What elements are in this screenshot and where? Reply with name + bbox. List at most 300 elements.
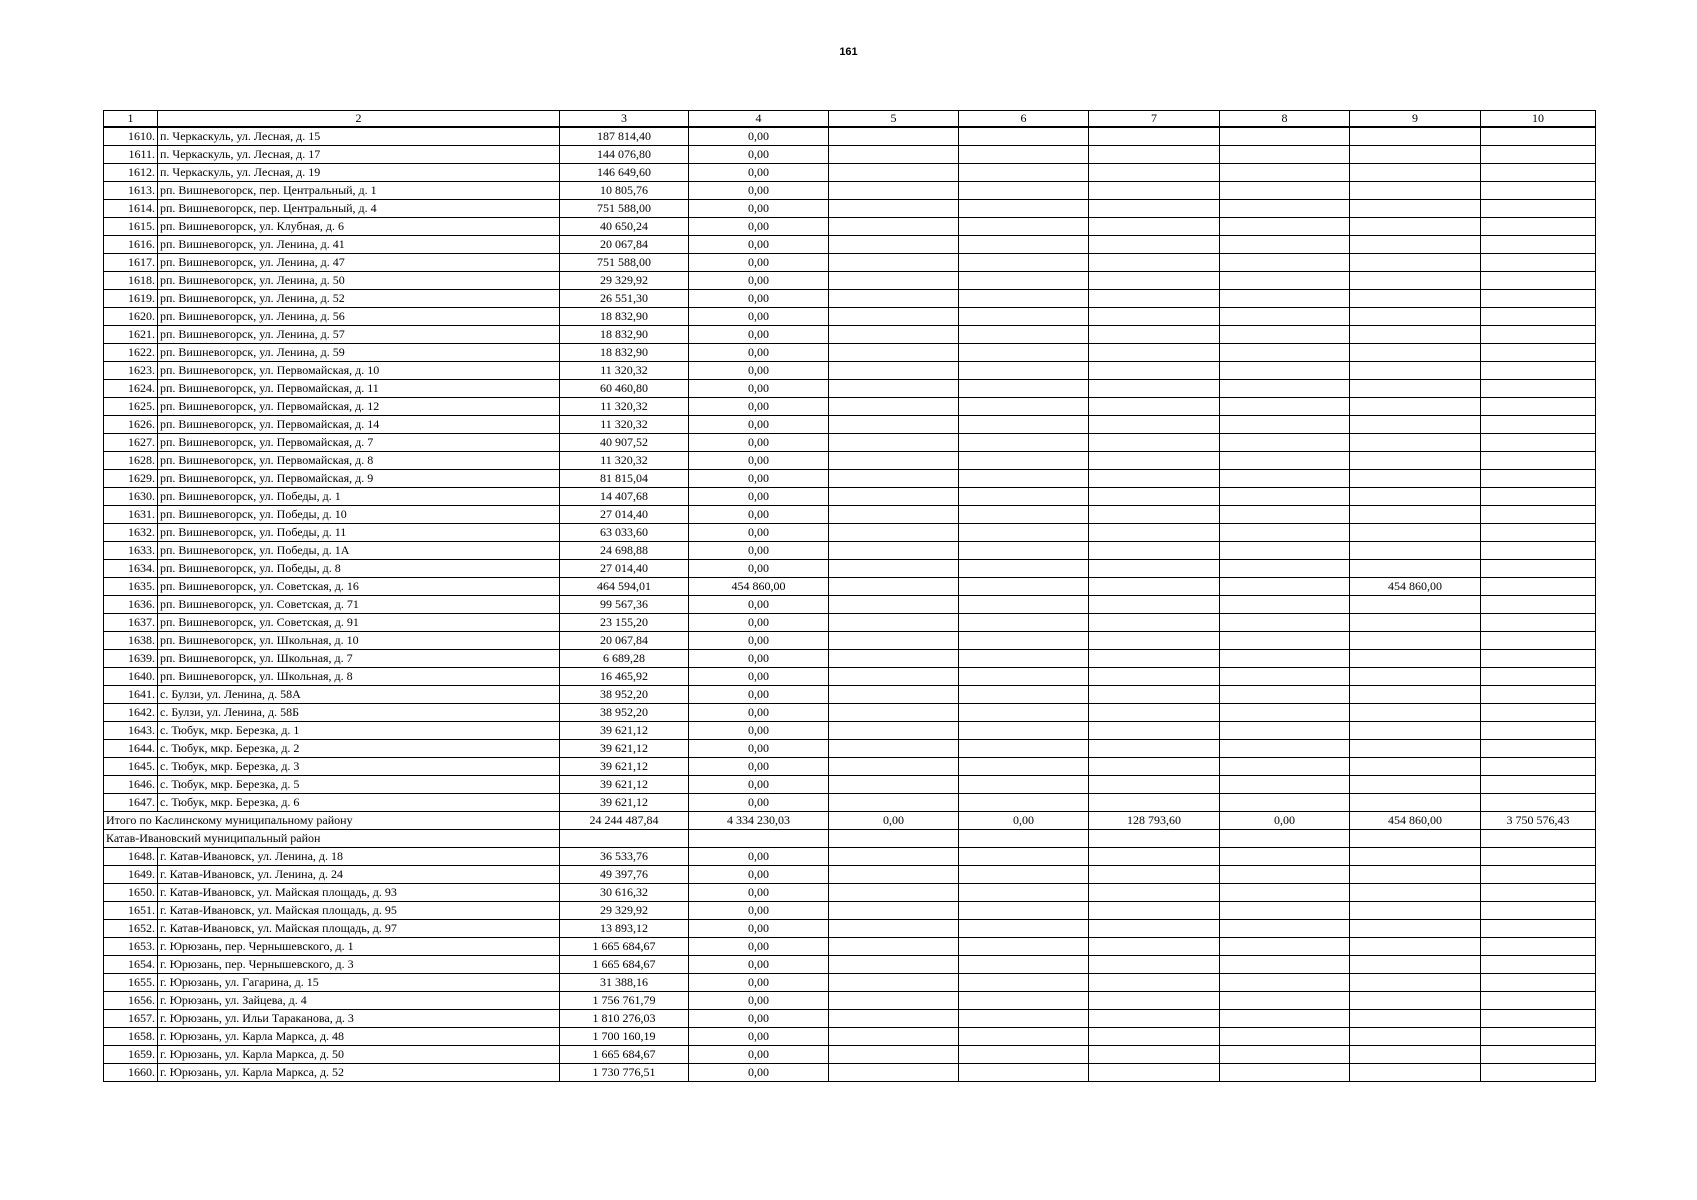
address-cell: рп. Вишневогорск, ул. Ленина, д. 59 [158, 344, 560, 362]
row-number: 1658. [104, 1028, 158, 1046]
value-cell-col-9 [1350, 974, 1481, 992]
value-cell-col-6 [959, 758, 1089, 776]
row-number: 1622. [104, 344, 158, 362]
district-total-row [104, 812, 1596, 830]
value-cell-col-3: 23 155,20 [560, 614, 689, 632]
value-cell-col-4: 0,00 [689, 758, 829, 776]
value-cell-col-10 [1481, 866, 1596, 884]
value-cell-col-4: 0,00 [689, 236, 829, 254]
value-cell-col-5 [829, 380, 959, 398]
value-cell-col-3: 751 588,00 [560, 254, 689, 272]
value-cell-col-8 [1220, 182, 1350, 200]
value-cell-col-5 [829, 578, 959, 596]
value-cell-col-3: 18 832,90 [560, 308, 689, 326]
row-number: 1645. [104, 758, 158, 776]
value-cell-col-7 [1089, 902, 1220, 920]
value-cell-col-9 [1350, 452, 1481, 470]
row-number: 1634. [104, 560, 158, 578]
value-cell-col-5 [829, 308, 959, 326]
value-cell-col-6 [959, 794, 1089, 812]
value-cell-col-10 [1481, 938, 1596, 956]
row-number: 1642. [104, 704, 158, 722]
row-number: 1641. [104, 686, 158, 704]
value-cell-col-5 [829, 560, 959, 578]
value-cell-col-10 [1481, 308, 1596, 326]
table-row [104, 686, 1596, 704]
value-cell-col-3: 36 533,76 [560, 848, 689, 866]
value-cell-col-4: 454 860,00 [689, 578, 829, 596]
value-cell-col-6 [959, 326, 1089, 344]
table-row [104, 1010, 1596, 1028]
column-header: 5 [829, 111, 959, 128]
value-cell-col-4: 0,00 [689, 704, 829, 722]
table-row [104, 920, 1596, 938]
row-number: 1627. [104, 434, 158, 452]
value-cell-col-5 [829, 650, 959, 668]
value-cell-col-4: 0,00 [689, 668, 829, 686]
table-row [104, 344, 1596, 362]
value-cell-col-5 [829, 974, 959, 992]
value-cell-col-9 [1350, 542, 1481, 560]
value-cell-col-6 [959, 1028, 1089, 1046]
value-cell-col-9 [1350, 506, 1481, 524]
row-number: 1643. [104, 722, 158, 740]
value-cell-col-7 [1089, 1064, 1220, 1082]
value-cell-col-3: 27 014,40 [560, 506, 689, 524]
value-cell-col-4: 0,00 [689, 956, 829, 974]
value-cell-col-10 [1481, 560, 1596, 578]
report-table [103, 110, 1596, 1082]
value-cell-col-4: 0,00 [689, 920, 829, 938]
value-cell-col-5: 0,00 [829, 812, 959, 830]
value-cell-col-6 [959, 1046, 1089, 1064]
address-cell: п. Черкаскуль, ул. Лесная, д. 15 [158, 127, 560, 146]
value-cell-col-6 [959, 218, 1089, 236]
value-cell-col-3: 39 621,12 [560, 758, 689, 776]
value-cell-col-5 [829, 326, 959, 344]
row-number: 1654. [104, 956, 158, 974]
address-cell: рп. Вишневогорск, ул. Ленина, д. 41 [158, 236, 560, 254]
row-number: 1653. [104, 938, 158, 956]
row-number: 1620. [104, 308, 158, 326]
value-cell-col-9 [1350, 686, 1481, 704]
value-cell-col-10 [1481, 218, 1596, 236]
value-cell-col-8 [1220, 884, 1350, 902]
address-cell: г. Катав-Ивановск, ул. Ленина, д. 24 [158, 866, 560, 884]
table-row [104, 776, 1596, 794]
table-row [104, 434, 1596, 452]
address-cell: рп. Вишневогорск, ул. Победы, д. 11 [158, 524, 560, 542]
value-cell-col-8 [1220, 1010, 1350, 1028]
value-cell-col-6 [959, 866, 1089, 884]
address-cell: рп. Вишневогорск, ул. Школьная, д. 10 [158, 632, 560, 650]
value-cell-col-7 [1089, 236, 1220, 254]
address-cell: г. Юрюзань, ул. Карла Маркса, д. 48 [158, 1028, 560, 1046]
value-cell-col-10 [1481, 686, 1596, 704]
address-cell: рп. Вишневогорск, ул. Первомайская, д. 9 [158, 470, 560, 488]
value-cell-col-4: 0,00 [689, 740, 829, 758]
column-number-row [104, 111, 1596, 128]
value-cell-col-10 [1481, 362, 1596, 380]
value-cell-col-8 [1220, 650, 1350, 668]
value-cell-col-4: 0,00 [689, 146, 829, 164]
row-number: 1629. [104, 470, 158, 488]
value-cell-col-5 [829, 758, 959, 776]
table-row [104, 524, 1596, 542]
value-cell-col-8 [1220, 758, 1350, 776]
value-cell-col-4: 0,00 [689, 506, 829, 524]
table-row [104, 632, 1596, 650]
value-cell-col-7 [1089, 398, 1220, 416]
value-cell-col-8 [1220, 830, 1350, 848]
value-cell-col-3: 11 320,32 [560, 362, 689, 380]
value-cell-col-10 [1481, 524, 1596, 542]
table-row [104, 866, 1596, 884]
value-cell-col-10 [1481, 668, 1596, 686]
value-cell-col-10 [1481, 794, 1596, 812]
address-cell: г. Юрюзань, пер. Чернышевского, д. 3 [158, 956, 560, 974]
column-header: 9 [1350, 111, 1481, 128]
value-cell-col-7 [1089, 722, 1220, 740]
value-cell-col-10 [1481, 164, 1596, 182]
value-cell-col-8 [1220, 326, 1350, 344]
value-cell-col-3: 14 407,68 [560, 488, 689, 506]
table-row [104, 470, 1596, 488]
value-cell-col-4: 0,00 [689, 416, 829, 434]
value-cell-col-9 [1350, 290, 1481, 308]
value-cell-col-3: 146 649,60 [560, 164, 689, 182]
value-cell-col-10 [1481, 578, 1596, 596]
value-cell-col-6 [959, 938, 1089, 956]
value-cell-col-5 [829, 794, 959, 812]
value-cell-col-3: 39 621,12 [560, 794, 689, 812]
value-cell-col-4: 0,00 [689, 326, 829, 344]
value-cell-col-7: 128 793,60 [1089, 812, 1220, 830]
value-cell-col-6 [959, 560, 1089, 578]
value-cell-col-3: 10 805,76 [560, 182, 689, 200]
value-cell-col-9 [1350, 614, 1481, 632]
table-row [104, 956, 1596, 974]
value-cell-col-8 [1220, 992, 1350, 1010]
value-cell-col-8 [1220, 632, 1350, 650]
value-cell-col-7 [1089, 164, 1220, 182]
table-row [104, 1064, 1596, 1082]
value-cell-col-10 [1481, 956, 1596, 974]
value-cell-col-5 [829, 614, 959, 632]
value-cell-col-8 [1220, 938, 1350, 956]
row-number: 1619. [104, 290, 158, 308]
value-cell-col-9 [1350, 218, 1481, 236]
table-row [104, 578, 1596, 596]
value-cell-col-5 [829, 506, 959, 524]
value-cell-col-5 [829, 938, 959, 956]
value-cell-col-10 [1481, 1064, 1596, 1082]
value-cell-col-9 [1350, 344, 1481, 362]
value-cell-col-3: 49 397,76 [560, 866, 689, 884]
value-cell-col-10 [1481, 758, 1596, 776]
value-cell-col-5 [829, 182, 959, 200]
table-row [104, 650, 1596, 668]
value-cell-col-3: 31 388,16 [560, 974, 689, 992]
value-cell-col-3: 38 952,20 [560, 686, 689, 704]
value-cell-col-9 [1350, 1010, 1481, 1028]
value-cell-col-7 [1089, 254, 1220, 272]
address-cell: рп. Вишневогорск, ул. Победы, д. 10 [158, 506, 560, 524]
value-cell-col-8 [1220, 1028, 1350, 1046]
value-cell-col-7 [1089, 632, 1220, 650]
value-cell-col-8 [1220, 866, 1350, 884]
value-cell-col-4: 0,00 [689, 938, 829, 956]
value-cell-col-8 [1220, 308, 1350, 326]
value-cell-col-7 [1089, 758, 1220, 776]
value-cell-col-3: 99 567,36 [560, 596, 689, 614]
value-cell-col-5 [829, 992, 959, 1010]
table-row [104, 200, 1596, 218]
value-cell-col-5 [829, 416, 959, 434]
row-number: 1613. [104, 182, 158, 200]
value-cell-col-7 [1089, 380, 1220, 398]
table-row [104, 488, 1596, 506]
value-cell-col-10 [1481, 326, 1596, 344]
row-number: 1646. [104, 776, 158, 794]
value-cell-col-6 [959, 1010, 1089, 1028]
value-cell-col-4: 0,00 [689, 488, 829, 506]
value-cell-col-7 [1089, 596, 1220, 614]
value-cell-col-10 [1481, 182, 1596, 200]
row-number: 1610. [104, 127, 158, 146]
table-row [104, 884, 1596, 902]
row-number: 1630. [104, 488, 158, 506]
value-cell-col-8 [1220, 254, 1350, 272]
value-cell-col-6 [959, 127, 1089, 146]
value-cell-col-3: 40 907,52 [560, 434, 689, 452]
value-cell-col-6 [959, 650, 1089, 668]
value-cell-col-5 [829, 290, 959, 308]
value-cell-col-8 [1220, 920, 1350, 938]
value-cell-col-6 [959, 956, 1089, 974]
value-cell-col-3: 29 329,92 [560, 902, 689, 920]
table-row [104, 974, 1596, 992]
value-cell-col-5 [829, 884, 959, 902]
value-cell-col-5 [829, 470, 959, 488]
table-row [104, 146, 1596, 164]
value-cell-col-3: 187 814,40 [560, 127, 689, 146]
value-cell-col-5 [829, 452, 959, 470]
value-cell-col-10: 3 750 576,43 [1481, 812, 1596, 830]
value-cell-col-6: 0,00 [959, 812, 1089, 830]
address-cell: с. Булзи, ул. Ленина, д. 58Б [158, 704, 560, 722]
address-cell: рп. Вишневогорск, ул. Советская, д. 91 [158, 614, 560, 632]
value-cell-col-3: 1 665 684,67 [560, 938, 689, 956]
value-cell-col-8 [1220, 236, 1350, 254]
value-cell-col-6 [959, 344, 1089, 362]
value-cell-col-7 [1089, 650, 1220, 668]
value-cell-col-4: 0,00 [689, 344, 829, 362]
value-cell-col-5 [829, 434, 959, 452]
value-cell-col-6 [959, 470, 1089, 488]
table-row [104, 1046, 1596, 1064]
address-cell: рп. Вишневогорск, ул. Ленина, д. 47 [158, 254, 560, 272]
value-cell-col-9 [1350, 722, 1481, 740]
value-cell-col-7 [1089, 578, 1220, 596]
value-cell-col-8 [1220, 686, 1350, 704]
value-cell-col-8 [1220, 902, 1350, 920]
value-cell-col-4: 0,00 [689, 470, 829, 488]
value-cell-col-5 [829, 848, 959, 866]
value-cell-col-9 [1350, 776, 1481, 794]
address-cell: с. Тюбук, мкр. Березка, д. 3 [158, 758, 560, 776]
row-number: 1644. [104, 740, 158, 758]
address-cell: г. Юрюзань, ул. Ильи Тараканова, д. 3 [158, 1010, 560, 1028]
value-cell-col-5 [829, 920, 959, 938]
value-cell-col-4: 0,00 [689, 794, 829, 812]
value-cell-col-4: 0,00 [689, 1010, 829, 1028]
table-row [104, 722, 1596, 740]
value-cell-col-10 [1481, 200, 1596, 218]
value-cell-col-10 [1481, 650, 1596, 668]
value-cell-col-5 [829, 200, 959, 218]
value-cell-col-3: 24 698,88 [560, 542, 689, 560]
table-row [104, 614, 1596, 632]
value-cell-col-5 [829, 236, 959, 254]
value-cell-col-9 [1350, 668, 1481, 686]
value-cell-col-8 [1220, 542, 1350, 560]
row-number: 1647. [104, 794, 158, 812]
value-cell-col-9 [1350, 1064, 1481, 1082]
row-number: 1628. [104, 452, 158, 470]
table-row [104, 398, 1596, 416]
value-cell-col-9 [1350, 146, 1481, 164]
row-number: 1659. [104, 1046, 158, 1064]
row-number: 1633. [104, 542, 158, 560]
column-header: 1 [104, 111, 158, 128]
value-cell-col-9 [1350, 127, 1481, 146]
value-cell-col-3: 81 815,04 [560, 470, 689, 488]
value-cell-col-10 [1481, 596, 1596, 614]
value-cell-col-4: 0,00 [689, 254, 829, 272]
address-cell: г. Катав-Ивановск, ул. Майская площадь, д. 95 [158, 902, 560, 920]
value-cell-col-7 [1089, 290, 1220, 308]
value-cell-col-9 [1350, 794, 1481, 812]
value-cell-col-7 [1089, 920, 1220, 938]
value-cell-col-5 [829, 542, 959, 560]
value-cell-col-3: 11 320,32 [560, 416, 689, 434]
value-cell-col-7 [1089, 830, 1220, 848]
table-row [104, 938, 1596, 956]
value-cell-col-5 [829, 1010, 959, 1028]
table-row [104, 506, 1596, 524]
value-cell-col-10 [1481, 848, 1596, 866]
row-number: 1624. [104, 380, 158, 398]
table-row [104, 380, 1596, 398]
table-row [104, 218, 1596, 236]
value-cell-col-9 [1350, 254, 1481, 272]
value-cell-col-8 [1220, 290, 1350, 308]
value-cell-col-10 [1481, 290, 1596, 308]
value-cell-col-3: 1 700 160,19 [560, 1028, 689, 1046]
address-cell: с. Булзи, ул. Ленина, д. 58А [158, 686, 560, 704]
value-cell-col-6 [959, 542, 1089, 560]
value-cell-col-8 [1220, 218, 1350, 236]
value-cell-col-4: 0,00 [689, 362, 829, 380]
value-cell-col-4: 0,00 [689, 722, 829, 740]
column-header: 2 [158, 111, 560, 128]
value-cell-col-4: 0,00 [689, 902, 829, 920]
value-cell-col-5 [829, 668, 959, 686]
address-cell: с. Тюбук, мкр. Березка, д. 1 [158, 722, 560, 740]
value-cell-col-8 [1220, 1046, 1350, 1064]
value-cell-col-3: 18 832,90 [560, 344, 689, 362]
row-number: 1649. [104, 866, 158, 884]
value-cell-col-3: 63 033,60 [560, 524, 689, 542]
value-cell-col-3: 38 952,20 [560, 704, 689, 722]
value-cell-col-5 [829, 1046, 959, 1064]
address-cell: рп. Вишневогорск, ул. Клубная, д. 6 [158, 218, 560, 236]
value-cell-col-7 [1089, 146, 1220, 164]
value-cell-col-4: 0,00 [689, 1028, 829, 1046]
row-number: 1638. [104, 632, 158, 650]
value-cell-col-9 [1350, 470, 1481, 488]
value-cell-col-6 [959, 578, 1089, 596]
value-cell-col-9 [1350, 848, 1481, 866]
value-cell-col-8 [1220, 506, 1350, 524]
row-number: 1625. [104, 398, 158, 416]
value-cell-col-6 [959, 848, 1089, 866]
value-cell-col-5 [829, 830, 959, 848]
value-cell-col-4: 0,00 [689, 182, 829, 200]
value-cell-col-10 [1481, 127, 1596, 146]
address-cell: г. Юрюзань, ул. Карла Маркса, д. 52 [158, 1064, 560, 1082]
value-cell-col-3: 751 588,00 [560, 200, 689, 218]
row-number: 1621. [104, 326, 158, 344]
value-cell-col-9 [1350, 920, 1481, 938]
value-cell-col-3: 1 756 761,79 [560, 992, 689, 1010]
value-cell-col-4: 0,00 [689, 560, 829, 578]
row-number: 1655. [104, 974, 158, 992]
value-cell-col-9 [1350, 740, 1481, 758]
value-cell-col-8 [1220, 524, 1350, 542]
value-cell-col-4: 0,00 [689, 596, 829, 614]
row-number: 1631. [104, 506, 158, 524]
row-number: 1612. [104, 164, 158, 182]
table-row [104, 452, 1596, 470]
table-row [104, 416, 1596, 434]
value-cell-col-8 [1220, 146, 1350, 164]
value-cell-col-6 [959, 596, 1089, 614]
value-cell-col-4: 0,00 [689, 127, 829, 146]
value-cell-col-3: 39 621,12 [560, 722, 689, 740]
value-cell-col-7 [1089, 308, 1220, 326]
value-cell-col-4: 0,00 [689, 776, 829, 794]
value-cell-col-10 [1481, 1046, 1596, 1064]
value-cell-col-6 [959, 920, 1089, 938]
value-cell-col-6 [959, 182, 1089, 200]
value-cell-col-7 [1089, 794, 1220, 812]
value-cell-col-4: 0,00 [689, 542, 829, 560]
row-number: 1617. [104, 254, 158, 272]
value-cell-col-10 [1481, 272, 1596, 290]
value-cell-col-7 [1089, 506, 1220, 524]
value-cell-col-9 [1350, 650, 1481, 668]
value-cell-col-4: 0,00 [689, 272, 829, 290]
address-cell: рп. Вишневогорск, ул. Победы, д. 8 [158, 560, 560, 578]
value-cell-col-4: 0,00 [689, 1046, 829, 1064]
value-cell-col-5 [829, 740, 959, 758]
row-number: 1632. [104, 524, 158, 542]
value-cell-col-10 [1481, 1010, 1596, 1028]
address-cell: рп. Вишневогорск, ул. Первомайская, д. 12 [158, 398, 560, 416]
value-cell-col-9 [1350, 236, 1481, 254]
